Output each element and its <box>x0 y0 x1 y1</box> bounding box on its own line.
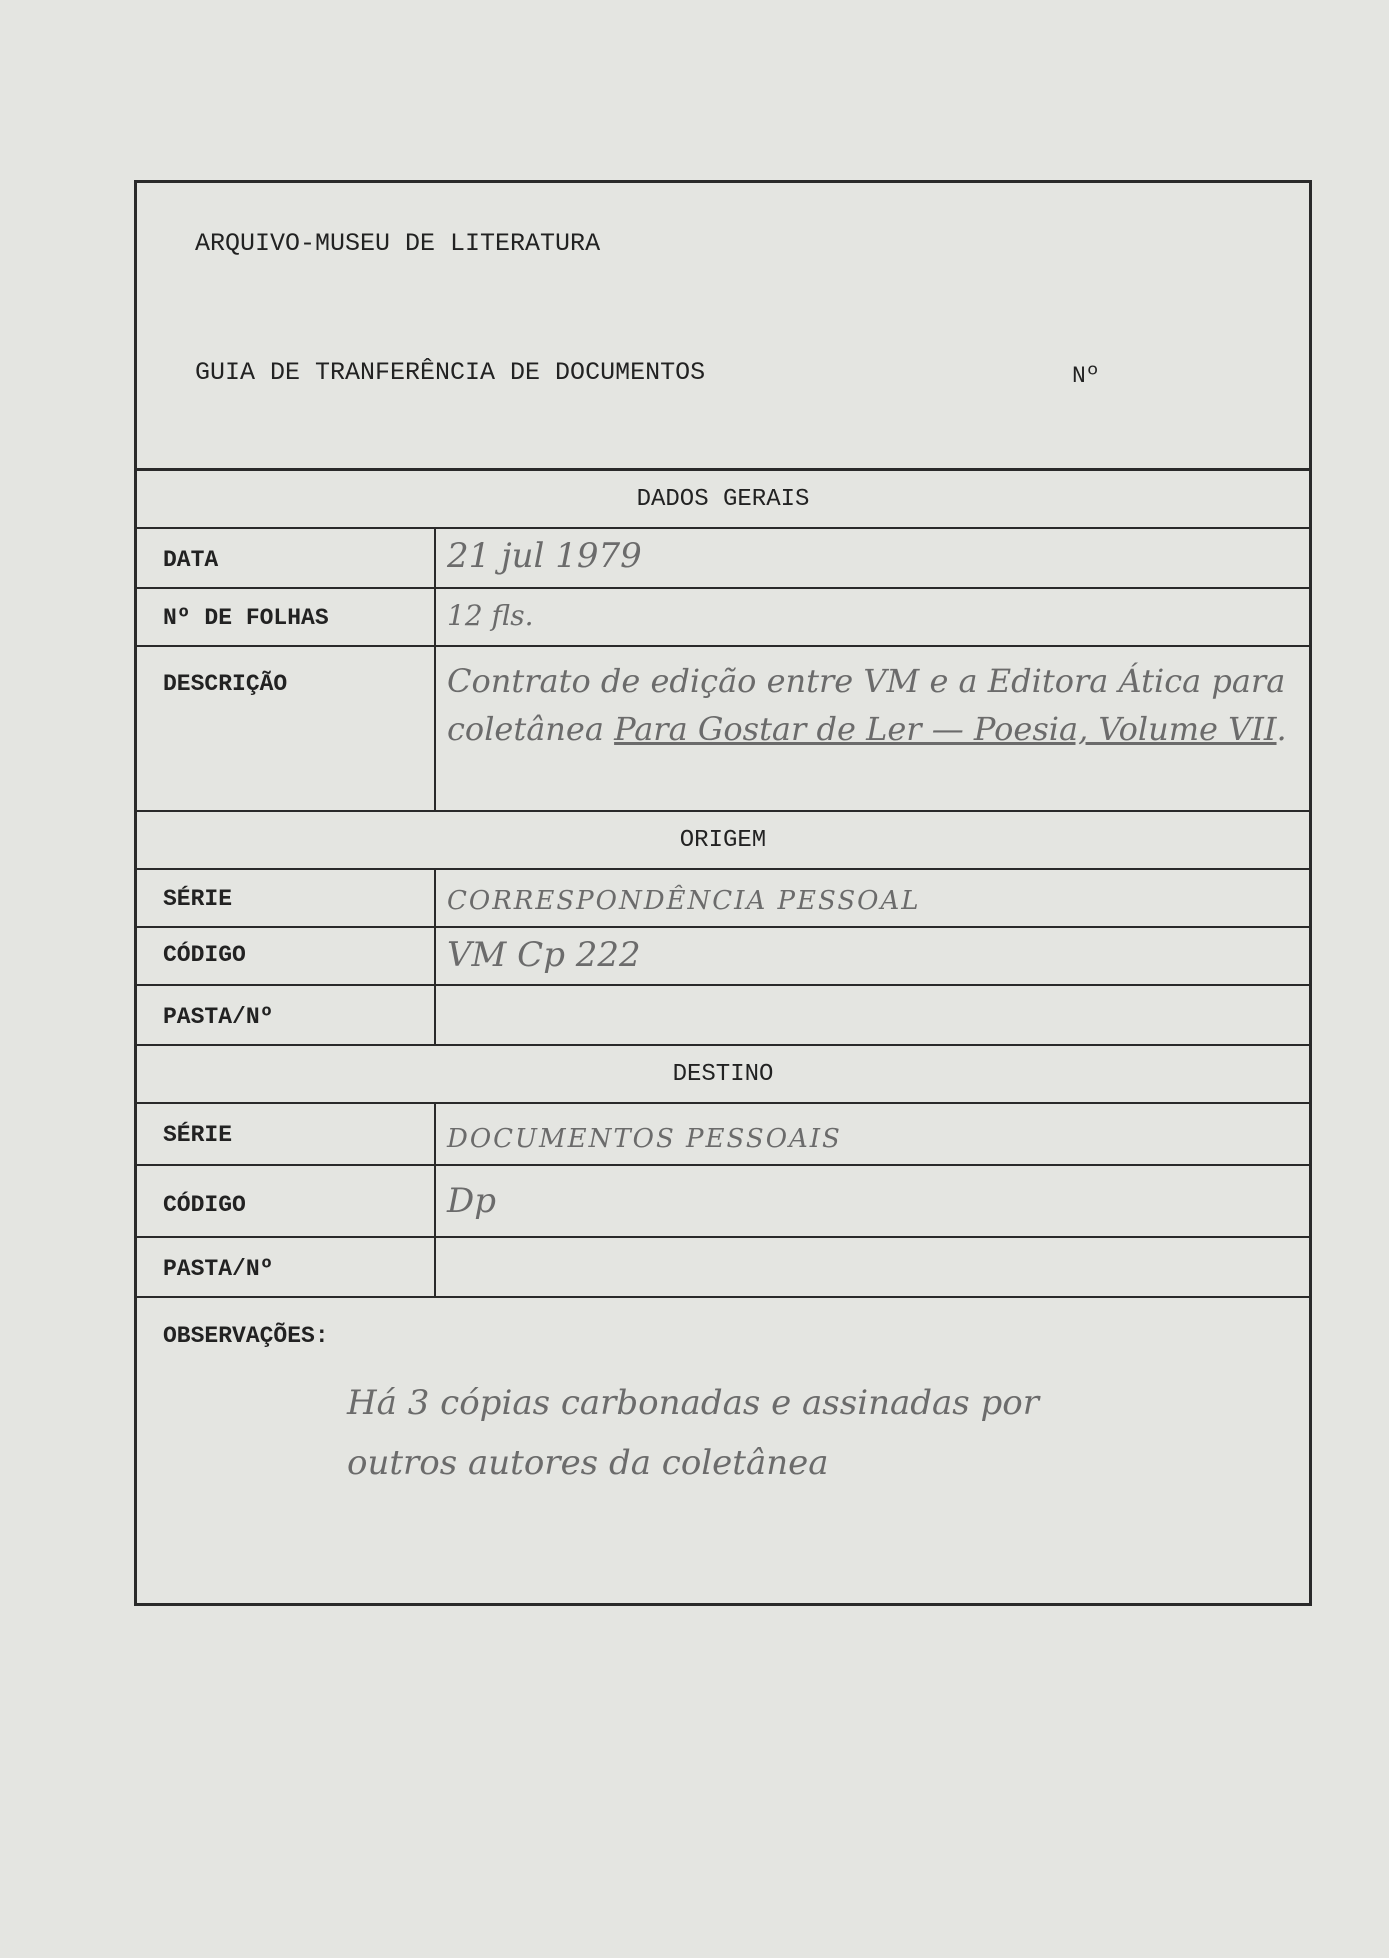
field-row-origem-pasta <box>137 986 1309 1046</box>
section-dados-gerais <box>137 471 1309 529</box>
field-row-folhas <box>137 589 1309 647</box>
section-heading: DESTINO <box>672 1061 774 1088</box>
field-value-destino-serie: DOCUMENTOS PESSOAIS <box>447 1124 842 1154</box>
field-label: CÓDIGO <box>163 1192 246 1218</box>
transfer-form <box>134 180 1312 1606</box>
field-row-destino-pasta <box>137 1238 1309 1298</box>
field-label: DATA <box>163 547 219 573</box>
field-value-destino-codigo: Dp <box>447 1181 497 1221</box>
field-value-data: 21 jul 1979 <box>447 536 642 576</box>
observacoes-text: Há 3 cópias carbonadas e assinadas por outros autores da coletânea <box>347 1383 1040 1483</box>
field-value-descricao: Contrato de edição entre VM e a Editora Ática para coletânea Para Gostar de Ler — Poesia, Volume VII. <box>447 662 1287 748</box>
field-value-origem-serie: CORRESPONDÊNCIA PESSOAL <box>447 886 921 916</box>
section-heading: DADOS GERAIS <box>636 486 810 513</box>
section-origem <box>137 812 1309 870</box>
field-row-data <box>137 529 1309 589</box>
number-label: Nº <box>1072 363 1100 389</box>
section-heading: ORIGEM <box>679 827 767 854</box>
section-destino <box>137 1046 1309 1104</box>
field-label: SÉRIE <box>163 886 233 912</box>
field-label: Nº DE FOLHAS <box>163 605 329 631</box>
archive-title: ARQUIVO-MUSEU DE LITERATURA <box>195 229 601 258</box>
field-label: SÉRIE <box>163 1122 233 1148</box>
field-row-origem-codigo <box>137 928 1309 986</box>
field-label: DESCRIÇÃO <box>163 671 288 697</box>
field-row-origem-serie <box>137 870 1309 928</box>
field-label: CÓDIGO <box>163 942 246 968</box>
field-row-descricao <box>137 647 1309 812</box>
field-row-destino-codigo <box>137 1166 1309 1238</box>
field-label: PASTA/Nº <box>163 1256 274 1282</box>
collection-title: Para Gostar de Ler — Poesia, Volume VII <box>614 710 1277 748</box>
field-row-destino-serie <box>137 1104 1309 1166</box>
observacoes-label: OBSERVAÇÕES: <box>163 1323 329 1349</box>
field-value-origem-codigo: VM Cp 222 <box>447 935 641 975</box>
field-value-folhas: 12 fls. <box>447 599 534 632</box>
form-name: GUIA DE TRANFERÊNCIA DE DOCUMENTOS <box>195 358 706 387</box>
field-label: PASTA/Nº <box>163 1004 274 1030</box>
form-header <box>137 183 1309 471</box>
